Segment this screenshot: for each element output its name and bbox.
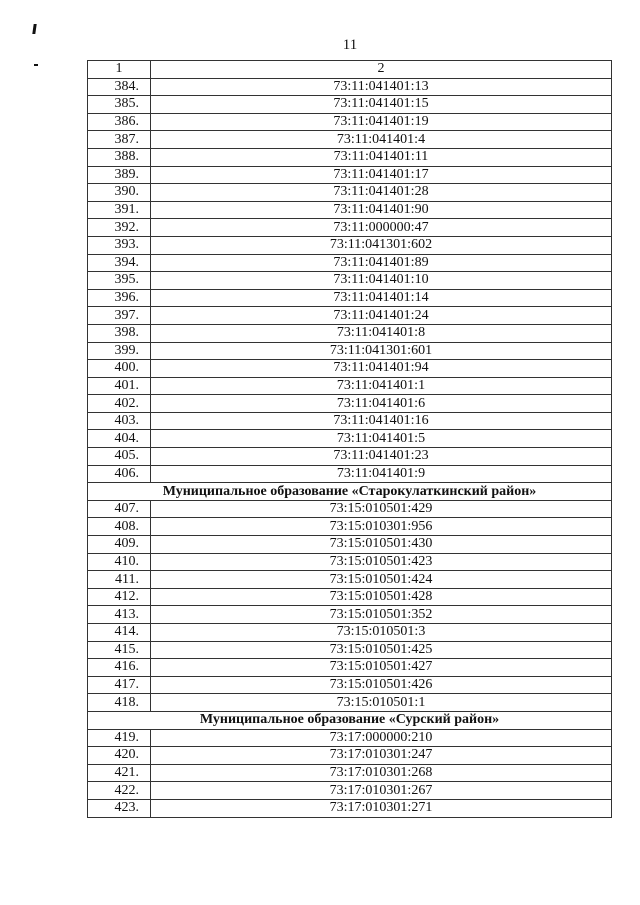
table-row [88,219,612,237]
table-row [88,764,612,782]
table-row [88,96,612,114]
table-row [88,289,612,307]
cadastral-table [87,60,612,818]
table-row [88,201,612,219]
row-number: 397. [88,307,151,325]
row-number: 392. [88,219,151,237]
row-number: 401. [88,377,151,395]
cadastral-number: 73:15:010501:429 [151,500,612,518]
cadastral-number: 73:17:010301:268 [151,764,612,782]
table-row [88,236,612,254]
cadastral-number: 73:11:041401:11 [151,148,612,166]
cadastral-number: 73:17:010301:247 [151,747,612,765]
header-row [88,61,612,79]
cadastral-number: 73:11:041401:28 [151,184,612,202]
table-body [88,61,612,818]
cadastral-number: 73:11:041301:602 [151,236,612,254]
scan-mark [34,64,38,66]
table-row [88,166,612,184]
cadastral-number: 73:15:010501:427 [151,659,612,677]
cadastral-number: 73:11:041401:89 [151,254,612,272]
cadastral-number: 73:15:010501:425 [151,641,612,659]
table-row [88,377,612,395]
row-number: 388. [88,148,151,166]
row-number: 406. [88,465,151,483]
row-number: 389. [88,166,151,184]
row-number: 384. [88,78,151,96]
row-number: 420. [88,747,151,765]
row-number: 409. [88,536,151,554]
table-row [88,448,612,466]
cadastral-number: 73:11:041401:15 [151,96,612,114]
section-heading-row [88,483,612,501]
page-number: 11 [342,37,358,53]
row-number: 385. [88,96,151,114]
table-row [88,324,612,342]
section-heading: Муниципальное образование «Старокулаткинский район» [88,483,612,501]
cadastral-number: 73:17:000000:210 [151,729,612,747]
cadastral-number: 73:15:010501:423 [151,553,612,571]
row-number: 386. [88,113,151,131]
row-number: 405. [88,448,151,466]
cadastral-number: 73:17:010301:267 [151,782,612,800]
row-number: 411. [88,571,151,589]
cadastral-number: 73:11:041401:14 [151,289,612,307]
cadastral-number: 73:15:010501:430 [151,536,612,554]
row-number: 399. [88,342,151,360]
table-row [88,676,612,694]
cadastral-number: 73:15:010501:352 [151,606,612,624]
cadastral-number: 73:11:041401:16 [151,412,612,430]
row-number: 387. [88,131,151,149]
cadastral-number: 73:11:041401:1 [151,377,612,395]
row-number: 417. [88,676,151,694]
table-row [88,307,612,325]
cadastral-number: 73:11:041401:23 [151,448,612,466]
column-header: 2 [151,61,612,79]
row-number: 422. [88,782,151,800]
table-row [88,272,612,290]
cadastral-number: 73:15:010501:426 [151,676,612,694]
row-number: 393. [88,236,151,254]
table-row [88,571,612,589]
table-row [88,729,612,747]
row-number: 407. [88,500,151,518]
table-row [88,641,612,659]
row-number: 402. [88,395,151,413]
row-number: 404. [88,430,151,448]
cadastral-number: 73:15:010501:428 [151,588,612,606]
table-row [88,412,612,430]
table-row [88,184,612,202]
table-row [88,553,612,571]
cadastral-number: 73:11:041401:90 [151,201,612,219]
row-number: 394. [88,254,151,272]
row-number: 419. [88,729,151,747]
table-row [88,430,612,448]
cadastral-number: 73:15:010501:424 [151,571,612,589]
table-row [88,148,612,166]
row-number: 400. [88,360,151,378]
row-number: 421. [88,764,151,782]
table-row [88,465,612,483]
row-number: 423. [88,799,151,817]
scan-mark [32,24,36,34]
cadastral-number: 73:11:041401:4 [151,131,612,149]
cadastral-number: 73:11:041401:8 [151,324,612,342]
column-header: 1 [88,61,151,79]
cadastral-number: 73:11:041401:13 [151,78,612,96]
cadastral-number: 73:11:041401:94 [151,360,612,378]
table-row [88,342,612,360]
cadastral-number: 73:11:041401:19 [151,113,612,131]
cadastral-number: 73:11:041401:17 [151,166,612,184]
row-number: 416. [88,659,151,677]
cadastral-number: 73:11:000000:47 [151,219,612,237]
table-row [88,659,612,677]
table-row [88,588,612,606]
cadastral-number: 73:11:041401:5 [151,430,612,448]
table-row [88,395,612,413]
cadastral-number: 73:11:041401:6 [151,395,612,413]
table-row [88,782,612,800]
row-number: 410. [88,553,151,571]
row-number: 412. [88,588,151,606]
table-row [88,131,612,149]
table-row [88,799,612,817]
table-row [88,747,612,765]
table-row [88,254,612,272]
cadastral-number: 73:15:010301:956 [151,518,612,536]
table-row [88,694,612,712]
row-number: 408. [88,518,151,536]
table-row [88,518,612,536]
row-number: 403. [88,412,151,430]
cadastral-number: 73:17:010301:271 [151,799,612,817]
section-heading: Муниципальное образование «Сурский район» [88,711,612,729]
table-row [88,113,612,131]
row-number: 390. [88,184,151,202]
cadastral-number: 73:11:041301:601 [151,342,612,360]
row-number: 415. [88,641,151,659]
table-row [88,606,612,624]
table-row [88,360,612,378]
row-number: 413. [88,606,151,624]
row-number: 418. [88,694,151,712]
table-row [88,500,612,518]
table-row [88,536,612,554]
row-number: 395. [88,272,151,290]
cadastral-number: 73:15:010501:1 [151,694,612,712]
cadastral-number: 73:15:010501:3 [151,624,612,642]
cadastral-number: 73:11:041401:24 [151,307,612,325]
row-number: 398. [88,324,151,342]
section-heading-row [88,711,612,729]
row-number: 396. [88,289,151,307]
table-row [88,624,612,642]
table-row [88,78,612,96]
cadastral-number: 73:11:041401:10 [151,272,612,290]
row-number: 414. [88,624,151,642]
row-number: 391. [88,201,151,219]
cadastral-number: 73:11:041401:9 [151,465,612,483]
